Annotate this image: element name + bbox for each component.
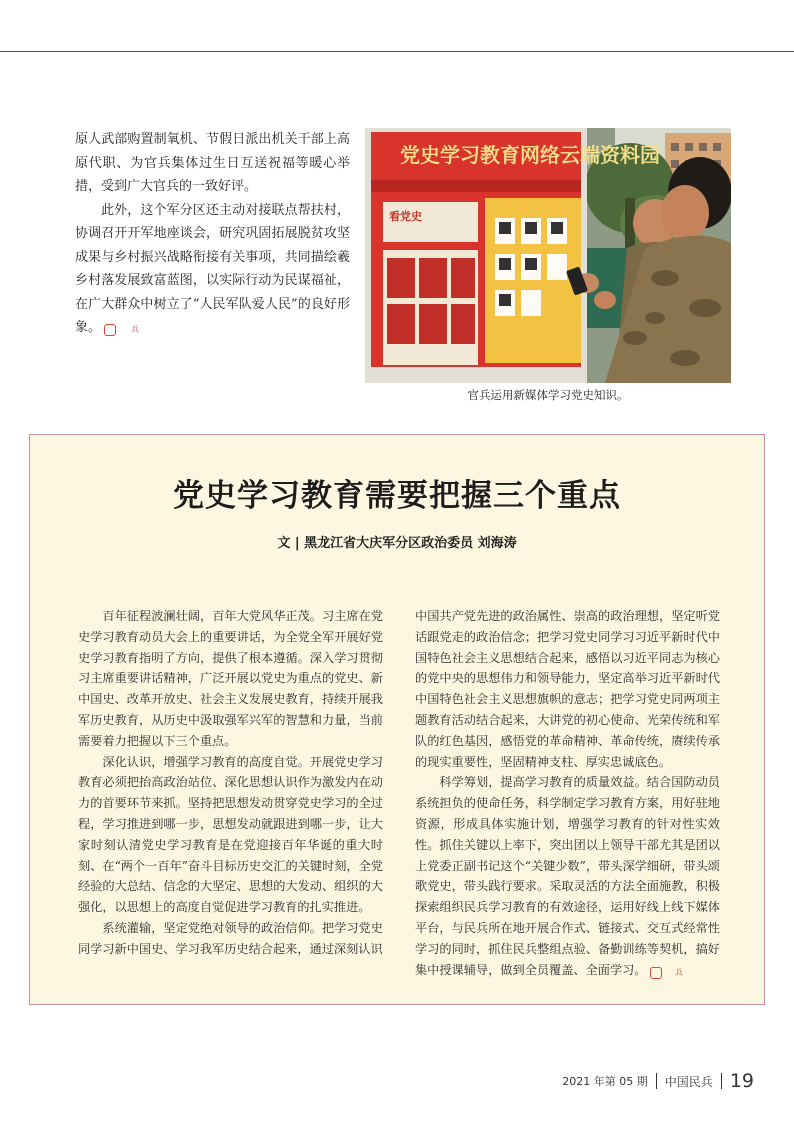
byline-prefix: 文 [277, 536, 291, 551]
article-title: 党史学习教育需要把握三个重点 [173, 478, 621, 514]
photo-illustration [365, 128, 731, 383]
issue-label: 2021 年第 05 期 [562, 1075, 648, 1088]
end-mark-icon: 兵 [650, 967, 662, 979]
magazine-name: 中国民兵 [664, 1074, 713, 1089]
top-article-text [75, 128, 350, 340]
top-paragraph-2: 此外，这个军分区还主动对接联点帮扶村，协调召开开军地座谈会，研究巩固拓展脱贫攻坚成果与乡村振兴战略衔接有关事项，共同描绘羲乡村落发展致富蓝图，以实际行动为民谋福祉，在广大群众中树立了“人民军队爱人民”的良好形象。 兵 [75, 202, 350, 335]
footer-divider [721, 1073, 722, 1089]
article-paragraph: 系统灌输，坚定党绝对领导的政治信仰。把学习党史同学习新中国史、学习我军历史结合起来，通过深刻认识 [78, 920, 383, 956]
article-column-left [78, 606, 383, 960]
byline-divider: | [294, 536, 300, 551]
top-paragraph-1: 原人武部购置制氧机、节假日派出机关干部上高原代职、为官兵集体过生日互送祝福等暖心举措，受到广大官兵的一致好评。 [75, 132, 350, 194]
header-rule [0, 51, 794, 52]
photo-caption: 官兵运用新媒体学习党史知识。 [467, 388, 629, 402]
page-footer [562, 1070, 754, 1092]
byline-author: 黑龙江省大庆军分区政治委员 刘海涛 [304, 536, 517, 551]
footer-divider [656, 1073, 657, 1089]
page-number: 19 [729, 1070, 754, 1092]
board-title: 党史学习教育网络云端资料园 [400, 143, 660, 167]
article-column-right [415, 606, 720, 980]
article-paragraph: 中国共产党先进的政治属性、崇高的政治理想，坚定听党话跟党走的政治信念；把学习党史同学习习近平新时代中国特色社会主义思想结合起来，感悟以习近平同志为核心的党中央的思想伟力和领导能力，坚定高举习近平新时代中国特色社会主义思想旗帜的意志；把学习党史同两项主题教育活动结合起来，大讲党的初心使命、光荣传统和军队的红色基因，感悟党的革命精神、革命传统，赓续传承的现实重要性，坚固精神支柱、厚实忠诚底色。 [415, 609, 720, 769]
board-subtitle: 看党史 [389, 210, 422, 223]
article-paragraph: 深化认识，增强学习教育的高度自觉。开展党史学习教育必须把抬高政治站位、深化思想认识作为激发内在动力的首要环节来抓。坚持把思想发动贯穿党史学习的全过程，学习推进到哪一步，思想发动就跟进到哪一步，让大家时刻认清党史学习教育是在党迎接百年华诞的重大时刻、在“两个一百年”奋斗目标历史交汇的关键时刻，全党经验的大总结、信念的大坚定、思想的大发动、组织的大强化，以思想上的高度自觉促进学习教育的扎实推进。 [78, 754, 383, 915]
news-photo [365, 128, 731, 383]
article-paragraph: 百年征程波澜壮阔，百年大党风华正茂。习主席在党史学习教育动员大会上的重要讲话，为全党全军开展好党史学习教育指明了方向，提供了根本遵循。深入学习贯彻习主席重要讲话精神，广泛开展以党史为重点的党史、新中国史、改革开放史、社会主义发展史教育，持续开展我军历史教育，从历史中汲取强军兴军的智慧和力量，当前需要着力把握以下三个重点。 [78, 609, 383, 748]
byline [0, 532, 794, 551]
article-paragraph: 科学筹划，提高学习教育的质量效益。结合国防动员系统担负的使命任务，科学制定学习教育方案，用好驻地资源，形成具体实施计划，增强学习教育的针对性实效性。抓住关键以上率下，突出团以上领导干部尤其是团以上党委正副书记这个“关键少数”，带头深学细研，带头颂歌党史，带头践行要求。采取灵活的方法全面施教，积极探索组织民兵学习教育的有效途径，运用好线上线下媒体平台，与民兵所在地开展合作式、链接式、交互式经常性学习的同时，抓住民兵整组点验、备勤训练等契机，搞好集中授课辅导，做到全员覆盖、全面学习。 兵 [415, 775, 720, 977]
end-mark-icon: 兵 [104, 324, 116, 336]
